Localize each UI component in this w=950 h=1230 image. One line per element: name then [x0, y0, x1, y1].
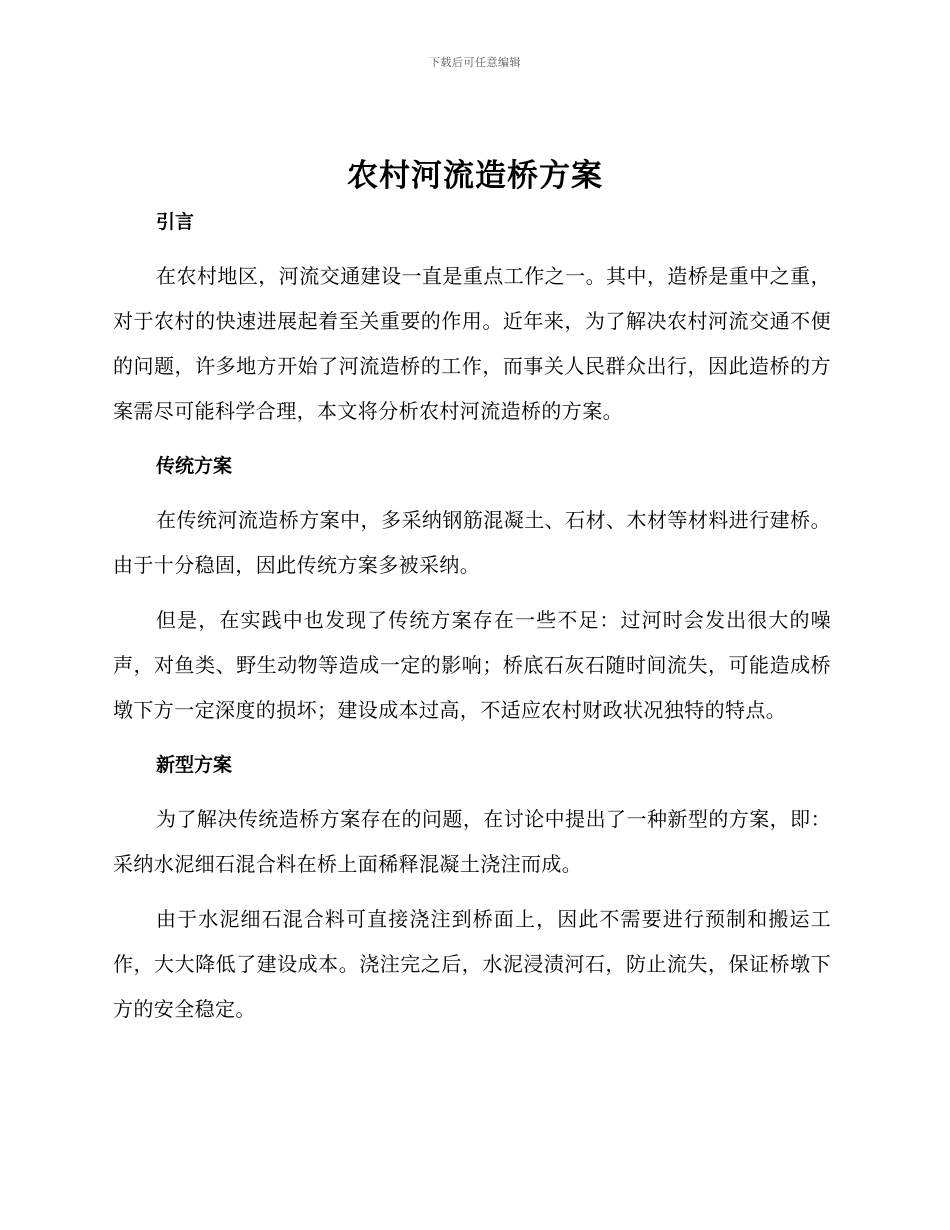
paragraph: 在农村地区，河流交通建设一直是重点工作之一。其中，造桥是重中之重，对于农村的快速进展起着至关重要的作用。近年来，为了解决农村河流交通不便的问题，许多地方开始了河流造桥的工作，而事关人民群众出行，因此造桥的方案需尽可能科学合理，本文将分析农村河流造桥的方案。: [113, 264, 831, 423]
section-heading: 新型方案: [156, 754, 233, 776]
section-traditional: [113, 446, 831, 733]
paragraph: 由于水泥细石混合料可直接浇注到桥面上，因此不需要进行预制和搬运工作，大大降低了建设成本。浇注完之后，水泥浸渍河石，防止流失，保证桥墩下方的安全稳定。: [113, 907, 831, 1021]
paragraph: 但是，在实践中也发现了传统方案存在一些不足：过河时会发出很大的噪声，对鱼类、野生动物等造成一定的影响；桥底石灰石随时间流失，可能造成桥墩下方一定深度的损坏；建设成本过高，不适应农村财政状况独特的特点。: [113, 608, 831, 722]
paragraph: 在传统河流造桥方案中，多采纳钢筋混凝土、石材、木材等材料进行建桥。由于十分稳固，因此传统方案多被采纳。: [113, 508, 831, 577]
section-heading: 引言: [156, 211, 195, 233]
page-title: 农村河流造桥方案: [347, 158, 603, 194]
header-note: 下载后可任意编辑: [429, 56, 521, 69]
section-intro: [113, 202, 831, 434]
section-new: [113, 745, 831, 1032]
section-heading: 传统方案: [156, 455, 233, 477]
document-body: [113, 202, 831, 1032]
paragraph: 为了解决传统造桥方案存在的问题，在讨论中提出了一种新型的方案，即：采纳水泥细石混合料在桥上面稀释混凝土浇注而成。: [113, 807, 831, 876]
